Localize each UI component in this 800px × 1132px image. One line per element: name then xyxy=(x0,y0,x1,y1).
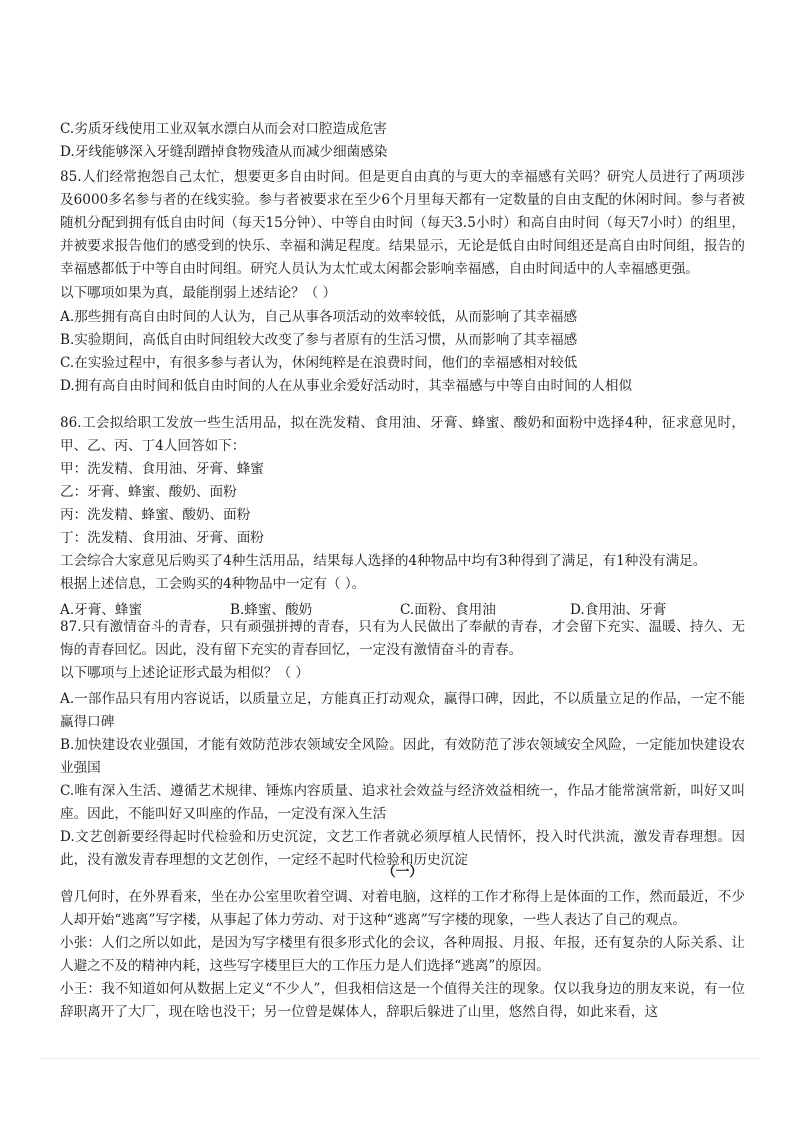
q87-question: 以下哪项与上述论证形式最为相似？（ ） xyxy=(60,665,310,681)
q86-stem: 86.工会拟给职工发放一些生活用品，拟在洗发精、食用油、牙膏、蜂蜜、酸奶和面粉中选择4种，征求意见时，甲、乙、丙、丁4人回答如下： xyxy=(60,415,745,454)
q86-answer-ding: 丁：洗发精、食用油、牙膏、面粉 xyxy=(60,530,264,546)
q86-answer-bing: 丙：洗发精、蜂蜜、酸奶、面粉 xyxy=(60,507,251,523)
q87-option-a: A.一部作品只有用内容说话，以质量立足，方能真正打动观众，赢得口碑，因此，不以质量立足的作品，一定不能赢得口碑 xyxy=(60,691,745,730)
q86-answer-yi: 乙：牙膏、蜂蜜、酸奶、面粉 xyxy=(60,484,237,500)
section-intro: 曾几何时，在外界看来，坐在办公室里吹着空调、对着电脑，这样的工作才称得上是体面的工作，然而最近，不少人却开始“逃离”写字楼，从事起了体力劳动、对于这种“逃离”写字楼的现象，一些人表达了自己的观点。 xyxy=(60,889,745,928)
section-heading: （一） xyxy=(382,864,423,880)
q84-option-c: C.劣质牙线使用工业双氧水漂白从而会对口腔造成危害 xyxy=(60,121,387,137)
q86-option-d: D.食用油、牙膏 xyxy=(570,602,667,618)
q85-stem: 85.人们经常抱怨自己太忙，想要更多自由时间。但是更自由真的与更大的幸福感有关吗？研究人员进行了两项涉及6000多名参与者的在线实验。参与者被要求在至少6个月里每天都有一定数量的自由支配的休闲时间。参与者被随机分配到拥有低自由时间（每天15分钟）、中等自由时间（每天3.5小时）和高自由时间（每天7小时）的组里，并被要求报告他们的感受到的快乐、幸福和满足程度。结果显示，无论是低自由时间组还是高自由时间组，报告的幸福感都低于中等自由时间组。研究人员认为太忙或太闲都会影响幸福感，自由时间适中的人幸福感更强。 xyxy=(60,169,745,277)
question-87 xyxy=(60,616,745,872)
q87-stem: 87.只有激情奋斗的青春，只有顽强拼搏的青春，只有为人民做出了奉献的青春，才会留下充实、温暖、持久、无悔的青春回忆。因此，没有留下充实的青春回忆，一定没有激情奋斗的青春。 xyxy=(60,619,745,658)
q87-option-c: C.唯有深入生活、遵循艺术规律、锤炼内容质量、追求社会效益与经济效益相统一，作品才能常演常新，叫好又叫座。因此，不能叫好又叫座的作品，一定没有深入生活 xyxy=(60,783,745,822)
q86-answer-jia: 甲：洗发精、食用油、牙膏、蜂蜜 xyxy=(60,461,264,477)
q86-summary: 工会综合大家意见后购买了4种生活用品，结果每人选择的4种物品中均有3种得到了满足，有1种没有满足。 xyxy=(60,553,707,569)
q86-option-a: A.牙膏、蜂蜜 xyxy=(60,602,143,618)
q86-question: 根据上述信息，工会购买的4种物品中一定有（ ）。 xyxy=(60,576,366,592)
q84-option-d: D.牙线能够深入牙缝刮蹭掉食物残渣从而减少细菌感染 xyxy=(60,144,388,160)
q86-option-b: B.蜂蜜、酸奶 xyxy=(230,602,313,618)
question-85 xyxy=(60,166,745,398)
q85-option-b: B.实验期间，高低自由时间组较大改变了参与者原有的生活习惯，从而影响了其幸福感 xyxy=(60,332,578,348)
question-84-options xyxy=(60,118,745,164)
q86-option-c: C.面粉、食用油 xyxy=(400,602,496,618)
q85-question: 以下哪项如果为真，最能削弱上述结论？（ ） xyxy=(60,285,337,301)
q87-option-d: D.文艺创新要经得起时代检验和历史沉淀，文艺工作者就必须厚植人民情怀，投入时代洪流，激发青春理想。因此，没有激发青春理想的文艺创作，一定经不起时代检验和历史沉淀 xyxy=(60,829,745,868)
question-86 xyxy=(60,412,745,622)
reading-section xyxy=(60,860,745,1024)
section-opinion-zhang: 小张：人们之所以如此，是因为写字楼里有很多形式化的会议，各种周报、月报、年报，还有复杂的人际关系、让人避之不及的精神内耗，这些写字楼里巨大的工作压力是人们选择“逃离”的原因。 xyxy=(60,935,745,974)
section-opinion-wang: 小王：我不知道如何从数据上定义“不少人”，但我相信这是一个值得关注的现象。仅以我身边的朋友来说，有一位辞职离开了大厂，现在啥也没干；另一位曾是媒体人，辞职后躲进了山里，悠然自得，如此来看，这 xyxy=(60,981,745,1020)
q87-option-b: B.加快建设农业强国，才能有效防范涉农领域安全风险。因此，有效防范了涉农领域安全风险，一定能加快建设农业强国 xyxy=(60,737,745,776)
q85-option-a: A.那些拥有高自由时间的人认为，自己从事各项活动的效率较低，从而影响了其幸福感 xyxy=(60,309,578,325)
footer-divider xyxy=(40,1058,760,1059)
q85-option-d: D.拥有高自由时间和低自由时间的人在从事业余爱好活动时，其幸福感与中等自由时间的人相似 xyxy=(60,378,633,394)
q85-option-c: C.在实验过程中，有很多参与者认为，休闲纯粹是在浪费时间，他们的幸福感相对较低 xyxy=(60,355,578,371)
